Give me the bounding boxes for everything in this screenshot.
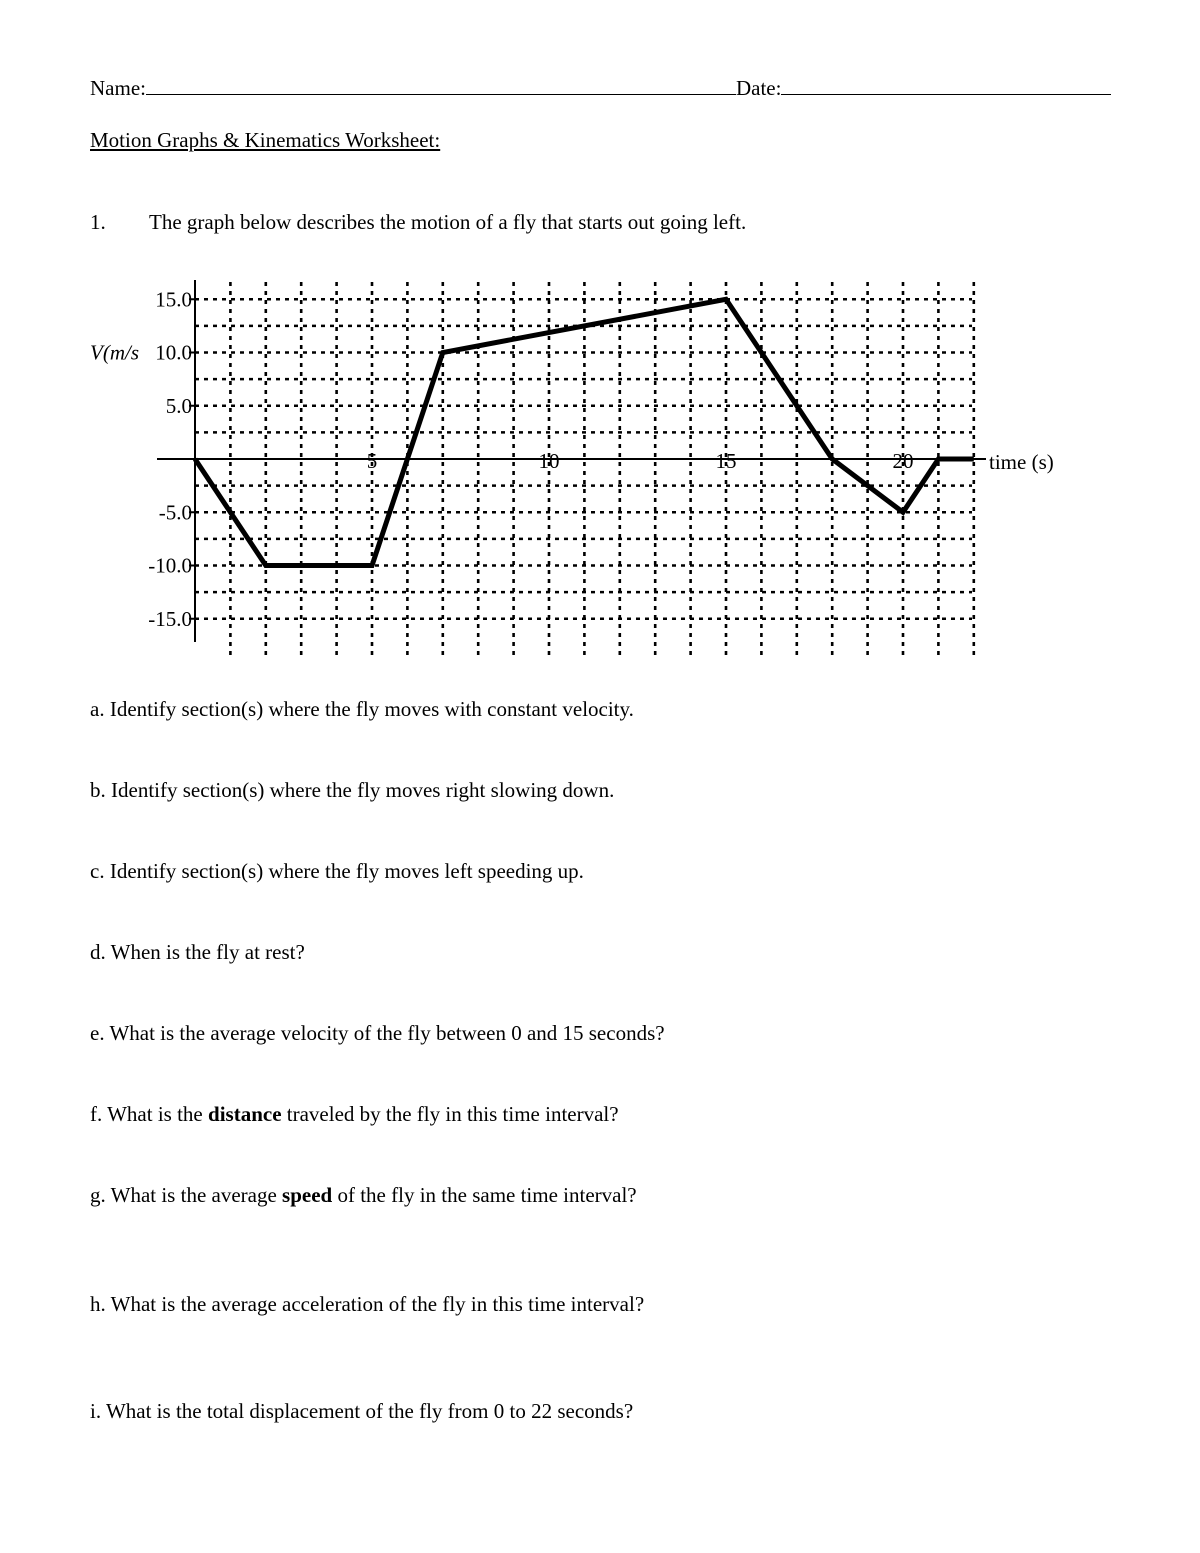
velocity-time-graph <box>0 0 1200 700</box>
question-b: b. Identify section(s) where the fly moves right slowing down. <box>90 778 615 802</box>
question-g: g. What is the average speed of the fly in the same time interval? <box>90 1183 637 1207</box>
y-axis-label: V(m/s <box>90 340 139 365</box>
y-tick-label: -15.0 <box>148 606 192 631</box>
question-1-text: The graph below describes the motion of a fly that starts out going left. <box>149 210 747 234</box>
question-c: c. Identify section(s) where the fly moves left speeding up. <box>90 859 584 883</box>
y-tick-label: 5.0 <box>165 393 192 418</box>
question-f: f. What is the distance traveled by the fly in this time interval? <box>90 1102 619 1126</box>
name-label: Name: <box>90 76 146 100</box>
grid-lines <box>195 282 974 655</box>
x-tick-label: 5 <box>366 449 378 473</box>
x-tick-label: 20 <box>892 449 914 473</box>
question-d: d. When is the fly at rest? <box>90 940 305 964</box>
question-1-number: 1. <box>90 210 106 234</box>
question-i: i. What is the total displacement of the fly from 0 to 22 seconds? <box>90 1399 634 1423</box>
question-e: e. What is the average velocity of the fly between 0 and 15 seconds? <box>90 1021 665 1045</box>
x-tick-label: 15 <box>715 449 737 473</box>
y-tick-label: -5.0 <box>158 500 192 525</box>
axes <box>157 280 986 642</box>
y-tick-label: 10.0 <box>155 340 192 365</box>
y-tick-label: 15.0 <box>155 287 192 312</box>
x-tick-label: 10 <box>538 449 560 473</box>
x-axis-label: time (s) <box>989 450 1054 474</box>
question-h: h. What is the average acceleration of the fly in this time interval? <box>90 1292 645 1316</box>
worksheet-title: Motion Graphs & Kinematics Worksheet: <box>90 128 441 152</box>
y-tick-label: -10.0 <box>148 553 192 578</box>
date-label: Date: <box>735 76 782 100</box>
question-a: a. Identify section(s) where the fly moves with constant velocity. <box>90 697 634 721</box>
